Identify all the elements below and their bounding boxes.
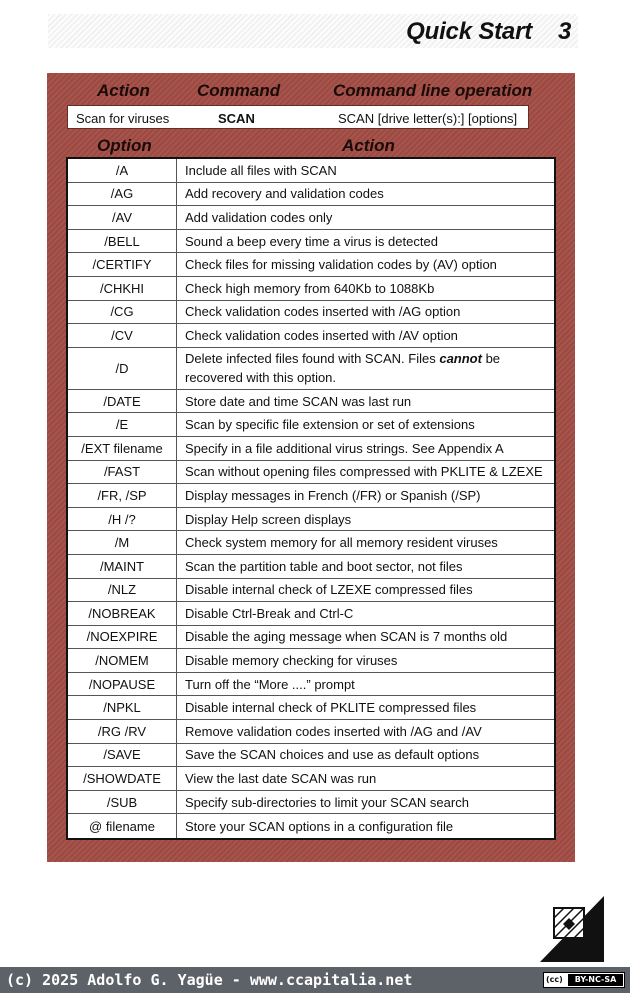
action-cell: Include all files with SCAN: [185, 162, 337, 178]
option-cell: /M: [68, 531, 177, 554]
option-cell: /MAINT: [68, 555, 177, 578]
table-row: [68, 301, 554, 325]
action-cell: Add recovery and validation codes: [185, 186, 384, 202]
table-row: [68, 484, 554, 508]
table-row: [68, 159, 554, 183]
action-cell: Store date and time SCAN was last run: [185, 393, 412, 409]
action-cell: Display messages in French (/FR) or Spanish (/SP): [185, 487, 481, 503]
action-cell: Store your SCAN options in a configuration file: [185, 818, 454, 834]
action-text-cont: be recovered with this option.: [185, 351, 501, 386]
option-cell: /DATE: [68, 390, 177, 413]
option-cell: /A: [68, 159, 177, 182]
action-cell: Scan by specific file extension or set of extensions: [185, 417, 475, 433]
options-table: [66, 157, 556, 840]
option-cell: /SAVE: [68, 744, 177, 767]
action-cell: Disable internal check of PKLITE compressed files: [185, 700, 477, 716]
table-row: [68, 720, 554, 744]
action-cell: Specify sub-directories to limit your SCAN search: [185, 794, 469, 810]
option-cell: /NOMEM: [68, 649, 177, 672]
table-row: [68, 413, 554, 437]
option-cell: /AV: [68, 206, 177, 229]
scan-command-text: SCAN: [218, 111, 255, 126]
option-cell: /NOPAUSE: [68, 673, 177, 696]
table-row: [68, 673, 554, 697]
action-text: Delete infected files found with SCAN. Files: [185, 351, 440, 367]
option-cell: /NLZ: [68, 579, 177, 602]
action-cell: Turn off the “More ....” prompt: [185, 676, 355, 692]
action-cell: Save the SCAN choices and use as default options: [185, 747, 480, 763]
option-cell: /FAST: [68, 461, 177, 484]
page-number: 3: [558, 18, 572, 45]
action-cell: Disable the aging message when SCAN is 7 months old: [185, 629, 508, 645]
action-cell: Sound a beep every time a virus is detected: [185, 233, 438, 249]
table-row: [68, 626, 554, 650]
scan-command-row: [67, 105, 529, 129]
option-cell: /NPKL: [68, 696, 177, 719]
diamond-checker-corner-icon: [540, 896, 604, 962]
option-cell: /AG: [68, 183, 177, 206]
action-cell: Add validation codes only: [185, 209, 333, 225]
action-cell: Scan the partition table and boot sector, not files: [185, 558, 463, 574]
table-row: [68, 649, 554, 673]
table-row: [68, 230, 554, 254]
option-cell: /FR, /SP: [68, 484, 177, 507]
table-row: [68, 437, 554, 461]
table-row: [68, 814, 554, 838]
action-cell: Check validation codes inserted with /AG option: [185, 304, 461, 320]
table-row: [68, 206, 554, 230]
action-cell: Disable internal check of LZEXE compressed files: [185, 582, 473, 598]
action-cell: Check system memory for all memory resident viruses: [185, 535, 498, 551]
options-header-action: Action: [342, 136, 395, 155]
option-cell: /SUB: [68, 791, 177, 814]
option-cell: /BELL: [68, 230, 177, 253]
table-row: [68, 461, 554, 485]
table-row: [68, 508, 554, 532]
table-row: [68, 555, 554, 579]
option-cell: /CG: [68, 301, 177, 324]
option-cell: /E: [68, 413, 177, 436]
table-row: [68, 767, 554, 791]
table-row: [68, 348, 554, 390]
options-header-option: Option: [97, 136, 152, 155]
option-cell: /CHKHI: [68, 277, 177, 300]
action-cell: Scan without opening files compressed with PKLITE & LZEXE: [185, 464, 543, 480]
license-label: BY-NC-SA: [568, 974, 623, 986]
page-title: Quick Start: [406, 18, 532, 45]
table-row: [68, 791, 554, 815]
table-row: [68, 696, 554, 720]
table-row: [68, 602, 554, 626]
action-cell: [177, 349, 554, 387]
action-cell: Specify in a file additional virus strings. See Appendix A: [185, 440, 504, 456]
action-cell: Display Help screen displays: [185, 511, 352, 527]
table-row: [68, 579, 554, 603]
table-row: [68, 744, 554, 768]
action-cell: Remove validation codes inserted with /AG and /AV: [185, 723, 482, 739]
option-cell: /RG /RV: [68, 720, 177, 743]
option-cell: /H /?: [68, 508, 177, 531]
action-cell: View the last date SCAN was run: [185, 771, 377, 787]
action-cell: Disable Ctrl-Break and Ctrl-C: [185, 605, 354, 621]
option-cell: /SHOWDATE: [68, 767, 177, 790]
action-cell: Check high memory from 640Kb to 1088Kb: [185, 280, 435, 296]
action-cell: Disable memory checking for viruses: [185, 653, 398, 669]
option-cell: /EXT filename: [68, 437, 177, 460]
scan-header-cmdline: Command line operation: [333, 81, 533, 100]
option-cell: /NOBREAK: [68, 602, 177, 625]
option-cell: @ filename: [68, 814, 177, 838]
cc-logo: (cc): [546, 975, 563, 984]
scan-cmdline-text: SCAN [drive letter(s):] [options]: [338, 111, 518, 126]
option-cell: /D: [68, 348, 177, 389]
cc-license-badge[interactable]: [543, 972, 625, 988]
emphasis-text: cannot: [439, 351, 482, 367]
table-row: [68, 390, 554, 414]
option-cell: /NOEXPIRE: [68, 626, 177, 649]
option-cell: /CV: [68, 324, 177, 347]
table-row: [68, 531, 554, 555]
table-row: [68, 253, 554, 277]
table-row: [68, 183, 554, 207]
table-row: [68, 277, 554, 301]
action-cell: Check files for missing validation codes by (AV) option: [185, 257, 497, 273]
action-cell: Check validation codes inserted with /AV option: [185, 327, 458, 343]
footer-credit: (c) 2025 Adolfo G. Yagüe - www.ccapitalia.net: [6, 971, 413, 989]
scan-header-action: Action: [97, 81, 150, 100]
scan-header-command: Command: [197, 81, 281, 100]
table-row: [68, 324, 554, 348]
option-cell: /CERTIFY: [68, 253, 177, 276]
scan-action-text: Scan for viruses: [76, 111, 170, 126]
